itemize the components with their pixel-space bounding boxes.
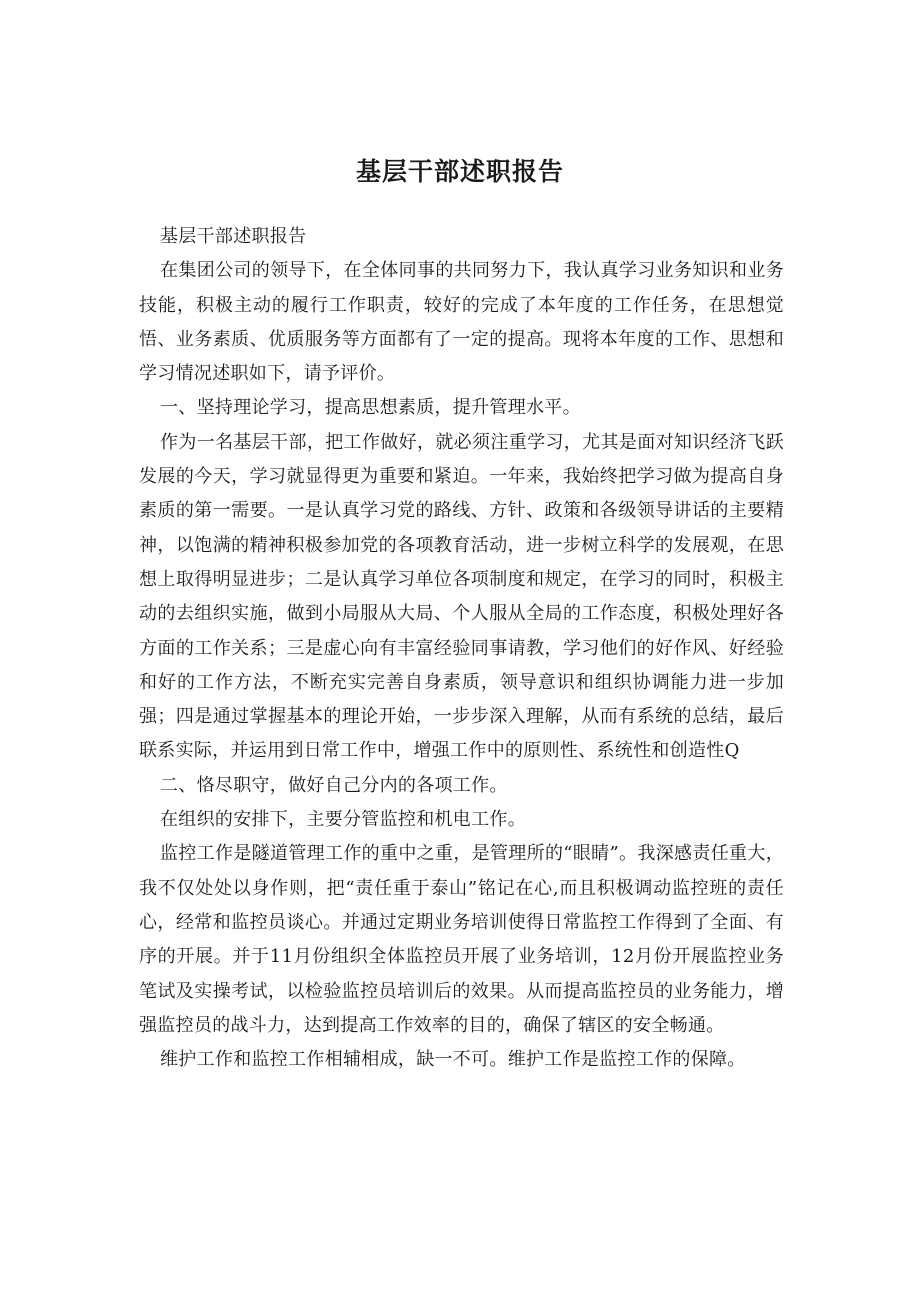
paragraph-monitoring: 监控工作是隧道管理工作的重中之重，是管理所的“眼睛”。我深感责任重大，我不仅处处以身作则，把“责任重于泰山”铭记在心,而且积极调动监控班的责任心，经常和监控员谈心。并通过定期业务培训使得日常监控工作得到了全面、有序的开展。并于11月份组织全体监控员开展了业务培训，12月份开展监控业务笔试及实操考试，以检验监控员培训后的效果。从而提高监控员的业务能力，增强监控员的战斗力，达到提高工作效率的目的，确保了辖区的安全畅通。: [139, 843, 784, 1036]
section-heading-2: 二、恪尽职守，做好自己分内的各项工作。: [160, 774, 508, 796]
paragraph-study: 作为一名基层干部，把工作做好，就必须注重学习，尤其是面对知识经济飞跃发展的今天，学习就显得更为重要和紧迫。一年来，我始终把学习做为提高自身素质的第一需要。一是认真学习党的路线、方针、政策和各级领导讲话的主要精神，以饱满的精神积极参加党的各项教育活动，进一步树立科学的发展观，在思想上取得明显进步；二是认真学习单位各项制度和规定，在学习的同时，积极主动的去组织实施，做到小局服从大局、个人服从全局的工作态度，积极处理好各方面的工作关系；三是虚心向有丰富经验同事请教，学习他们的好作风、好经验和好的工作方法，不断充实完善自身素质，领导意识和组织协调能力进一步加强；四是通过掌握基本的理论开始，一步步深入理解，从而有系统的总结，最后联系实际，并运用到日常工作中，增强工作中的原则性、系统性和创造性Q: [139, 431, 784, 762]
paragraph-subtitle: 基层干部述职报告: [160, 226, 307, 247]
document-body: [139, 220, 784, 1077]
paragraph-intro: 在集团公司的领导下，在全体同事的共同努力下，我认真学习业务知识和业务技能，积极主动的履行工作职责，较好的完成了本年度的工作任务，在思想觉悟、业务素质、优质服务等方面都有了一定的提高。现将本年度的工作、思想和学习情况述职如下，请予评价。: [139, 260, 784, 385]
section-heading-1: 一、坚持理论学习，提高思想素质，提升管理水平。: [160, 397, 581, 419]
page-title: 基层干部述职报告: [355, 157, 564, 186]
paragraph-assignment: 在组织的安排下，主要分管监控和机电工作。: [160, 809, 526, 831]
paragraph-maintenance: 维护工作和监控工作相辅相成，缺一不可。维护工作是监控工作的保障。: [160, 1049, 746, 1071]
